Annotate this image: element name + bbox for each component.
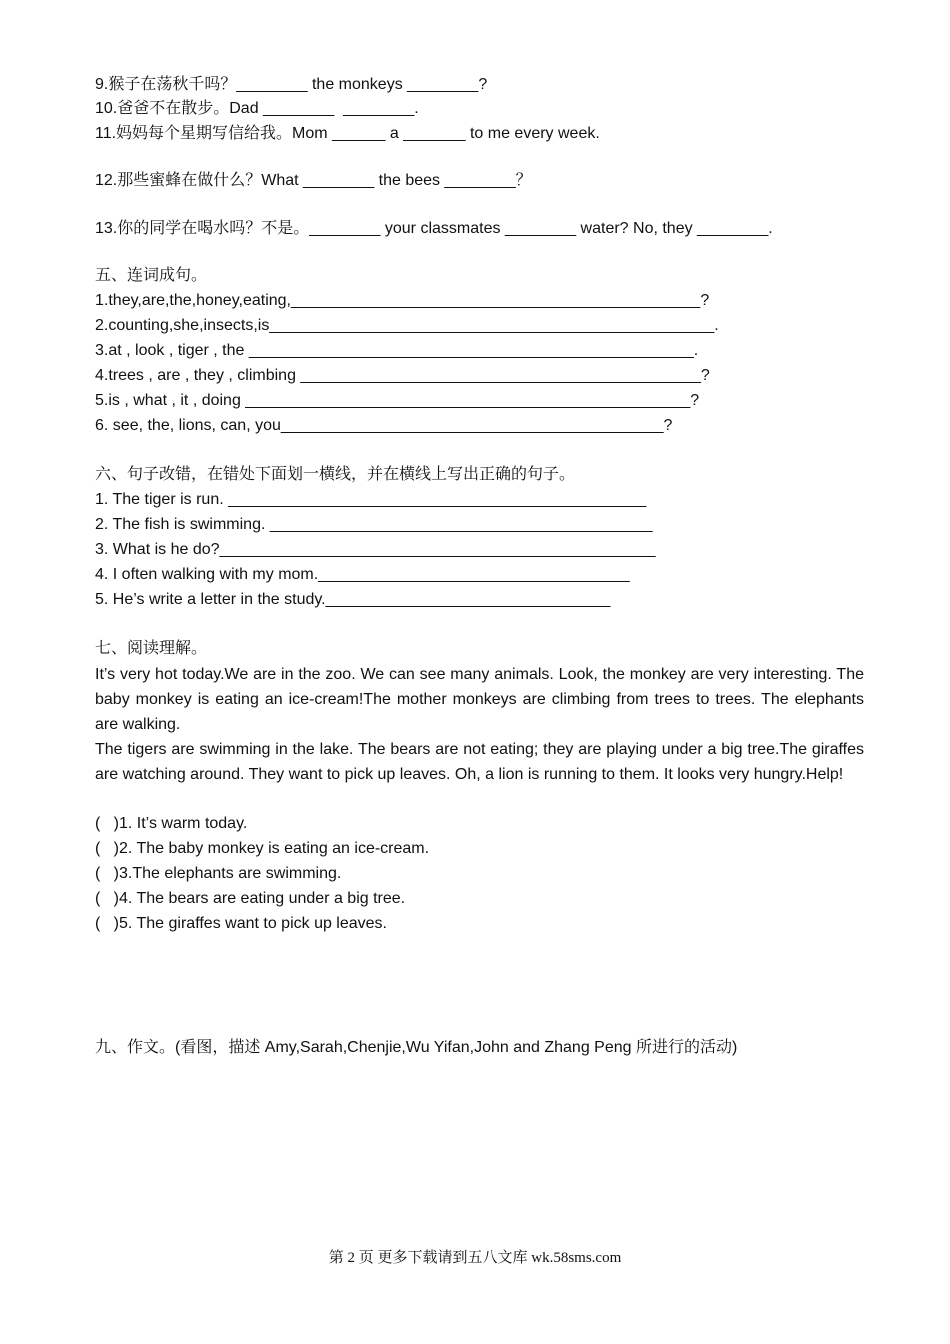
judgement-item: ( )5. The giraffes want to pick up leaves. [95, 915, 387, 932]
correction-item: 1. The tiger is run. _______________________________________________ [95, 491, 647, 508]
reorder-item: 6. see, the, lions, can, you___________________________________________? [95, 417, 673, 434]
judgement-item: ( )1. It’s warm today. [95, 815, 248, 832]
fill-in-item: 9.猴子在荡秋千吗？________ the monkeys ________? [95, 76, 488, 93]
section-6-title: 六、句子改错，在错处下面划一横线，并在横线上写出正确的句子。 [95, 466, 576, 483]
correction-item: 3. What is he do?_________________________________________________ [95, 541, 656, 558]
correction-item: 5. He’s write a letter in the study.________________________________ [95, 591, 611, 608]
correction-item: 2. The fish is swimming. ___________________________________________ [95, 516, 653, 533]
fill-in-item: 13.你的同学在喝水吗？不是。________ your classmates ________ water? No, they ________. [95, 220, 773, 237]
reading-paragraph: It’s very hot today.We are in the zoo. We can see many animals. Look, the monkey are very interesting. The baby monkey is eating an ice-cream!The mother monkeys are climbing from trees to trees. The elephants are walking. [95, 666, 864, 733]
judgement-item: ( )4. The bears are eating under a big tree. [95, 890, 406, 907]
judgement-item: ( )3.The elephants are swimming. [95, 865, 342, 882]
reorder-item: 1.they,are,the,honey,eating,______________________________________________? [95, 292, 710, 309]
fill-in-item: 10.爸爸不在散步。Dad ________ ________. [95, 100, 419, 117]
fill-in-item: 11.妈妈每个星期写信给我。Mom ______ a _______ to me every week. [95, 125, 600, 142]
fill-in-item: 12.那些蜜蜂在做什么？What ________ the bees ________？ [95, 172, 532, 189]
page-footer: 第 2 页 更多下载请到五八文库 wk.58sms.com [328, 1250, 622, 1266]
judgement-item: ( )2. The baby monkey is eating an ice-cream. [95, 840, 430, 857]
reorder-item: 4.trees , are , they , climbing _____________________________________________? [95, 367, 710, 384]
section-7-title: 七、阅读理解。 [95, 640, 208, 657]
section-5-title: 五、连词成句。 [95, 267, 208, 284]
reading-paragraph: The tigers are swimming in the lake. The bears are not eating; they are playing under a big tree.The giraffes are watching around. They want to pick up leaves. Oh, a lion is running to them. It looks very hungry.Help! [95, 741, 864, 783]
reorder-item: 5.is , what , it , doing __________________________________________________? [95, 392, 700, 409]
section-9-title: 九、作文。(看图，描述 Amy,Sarah,Chenjie,Wu Yifan,John and Zhang Peng 所进行的活动) [95, 1039, 738, 1056]
reorder-item: 2.counting,she,insects,is__________________________________________________. [95, 317, 719, 334]
correction-item: 4. I often walking with my mom.___________________________________ [95, 566, 630, 583]
reorder-item: 3.at , look , tiger , the __________________________________________________. [95, 342, 699, 359]
